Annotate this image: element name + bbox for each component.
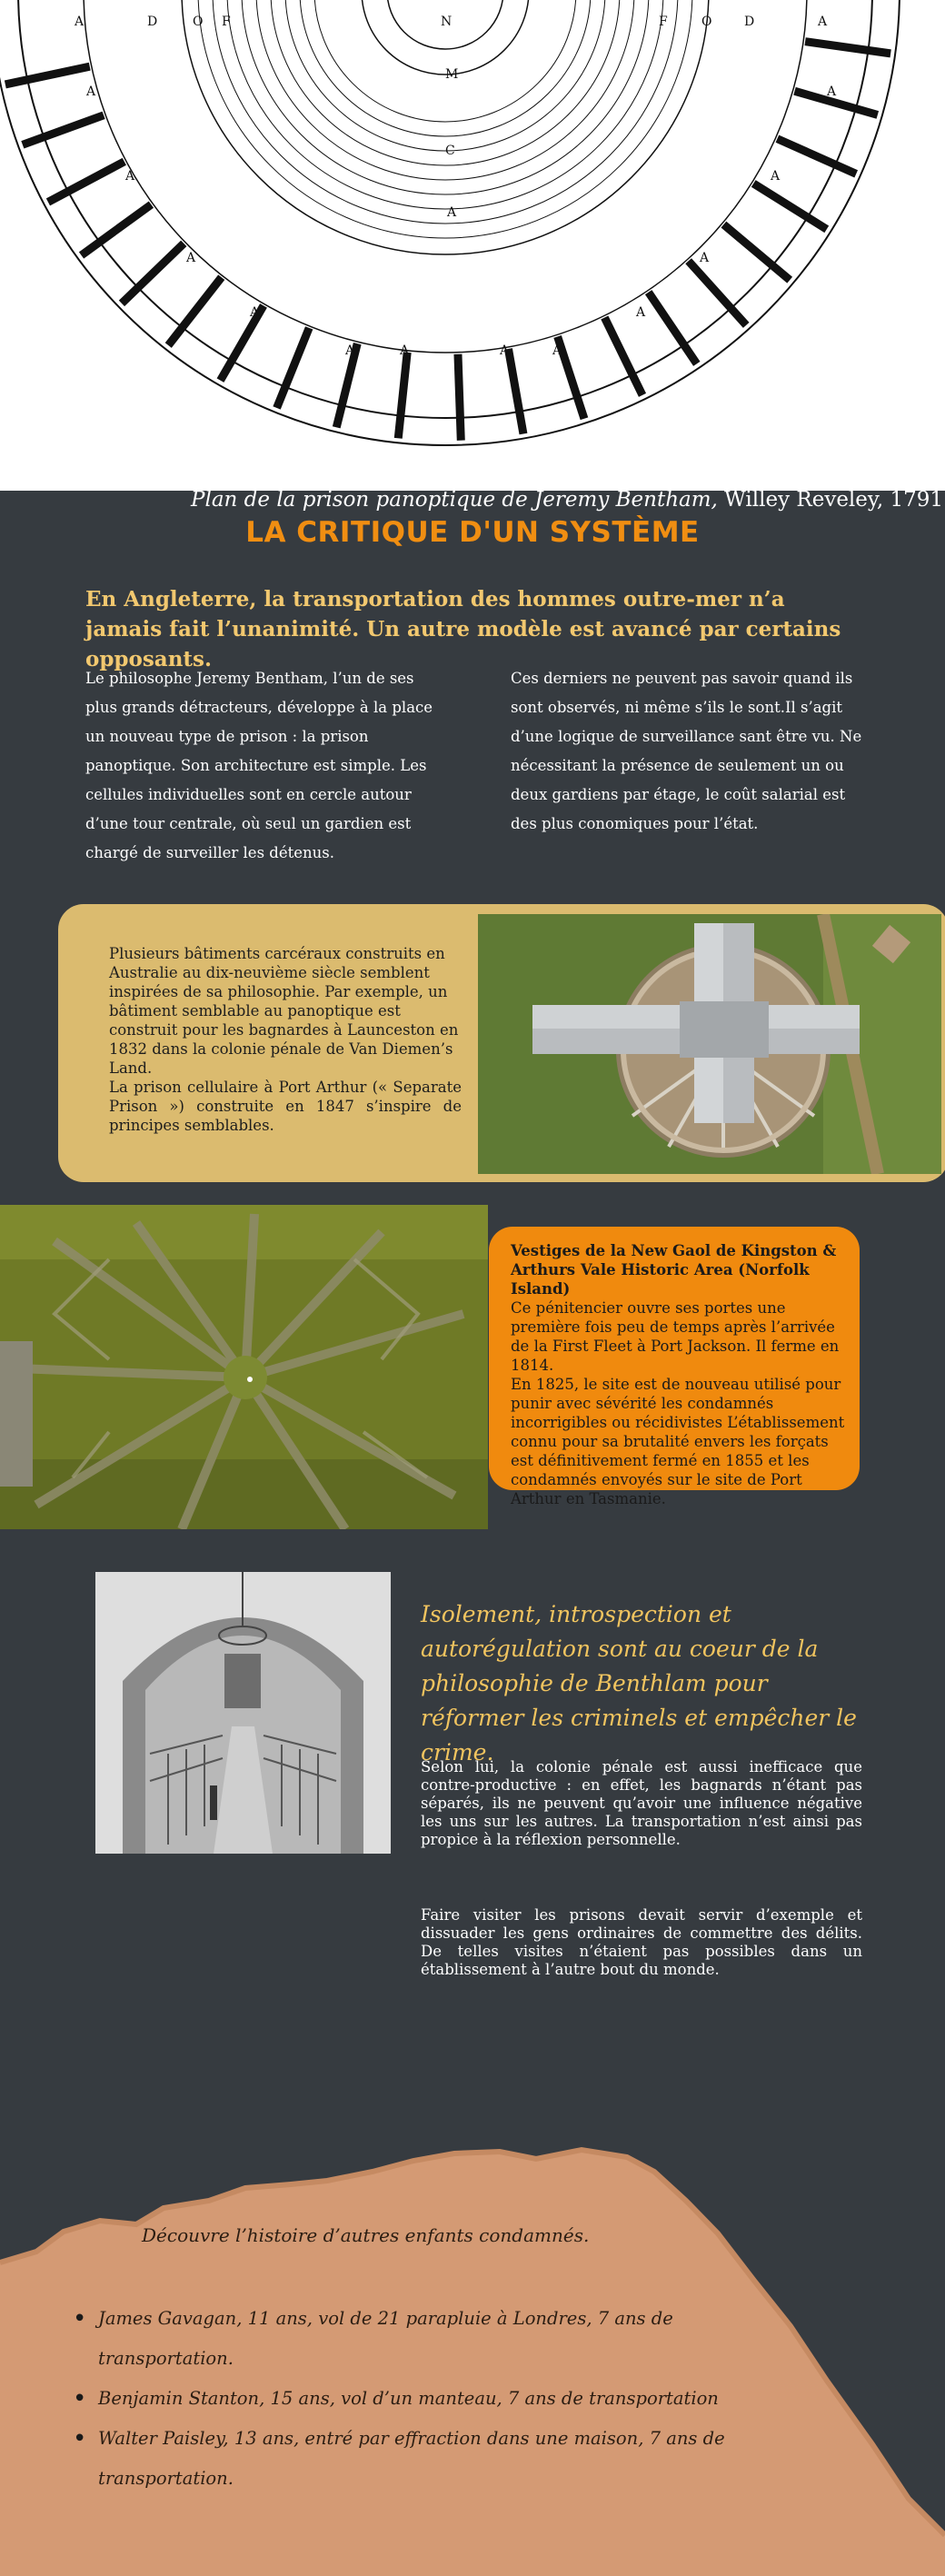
paper-title: Découvre l’histoire d’autres enfants condamnés.: [142, 2224, 590, 2246]
plan-label: F: [659, 15, 668, 29]
plan-label: N: [441, 15, 453, 29]
caption-credit: Willey Reveley, 1791: [717, 488, 943, 512]
plan-label: D: [147, 15, 158, 29]
plan-label: A: [636, 305, 646, 320]
list-item: • Walter Paisley, 13 ans, entré par effraction dans une maison, 7 ans de transportation.: [73, 2419, 727, 2499]
plan-label: O: [701, 15, 712, 29]
cell-wall: [604, 318, 642, 395]
plan-label: A: [552, 343, 562, 358]
kingston-card: [489, 1227, 860, 1507]
prison-corridor-engraving: [95, 1572, 391, 1854]
cell-wall: [689, 261, 747, 325]
page-title: LA CRITIQUE D'UN SYSTÈME: [245, 516, 700, 549]
text-column-right: Ces derniers ne peuvent pas savoir quand ils sont observés, ni même s’ils le sont.Il s’agit d’une logique de surveillance sant être vu. Ne nécessitant la présence de seulement un ou deux gardiens par étage, le coût salarial est des plus conomiques pour l’état.: [511, 670, 862, 832]
kingston-paragraph-1: Ce pénitencier ouvre ses portes une première fois peu de temps après l’arrivée de la First Fleet à Port Jackson. Il ferme en 1814.: [511, 1299, 840, 1374]
plan-label: A: [186, 251, 196, 265]
caption-title: Plan de la prison panoptique de Jeremy Bentham,: [191, 488, 718, 512]
plan-label: D: [744, 15, 755, 29]
cell-wall: [23, 115, 104, 144]
cell-wall: [5, 66, 90, 85]
plan-label: A: [447, 205, 457, 220]
kingston-paragraph-2: En 1825, le site est de nouveau utilisé pour punir avec sévérité les condamnés incorrigibles ou récidivistes L’établissement connu pour sa brutalité envers les forçats est définitivement fermé en 1855 et les condamnés envoyés sur le site de Port Arthur en Tasmanie.: [511, 1376, 845, 1507]
plan-label: A: [818, 15, 828, 29]
plan-label-c: C: [445, 144, 455, 158]
plan-label: A: [827, 85, 837, 99]
cell-wall: [508, 349, 522, 434]
philosophy-quote: Isolement, introspection et autorégulation sont au coeur de la philosophie de Benthlam pour réformer les criminels et empêcher le crime.: [421, 1601, 857, 1765]
plan-label: A: [75, 15, 85, 29]
kingston-text: [511, 1241, 847, 1508]
intro-text: En Angleterre, la transportation des hommes outre-mer n’a jamais fait l’unanimité. Un autre modèle est avancé par certains opposants.: [85, 587, 841, 671]
cell-wall: [723, 224, 790, 280]
cell-wall: [753, 184, 827, 229]
plan-label: O: [193, 15, 204, 29]
text-column-left: Le philosophe Jeremy Bentham, l’un de ses plus grands détracteurs, développe à la place un nouveau type de prison : la prison panoptique. Son architecture est simple. Les cellules individuelles sont en cercle autour d’une tour centrale, où seul un gardien est chargé de surveiller les détenus.: [85, 670, 433, 861]
plan-label: A: [250, 305, 260, 320]
cell-wall: [795, 91, 878, 114]
plan-label: A: [400, 343, 410, 358]
plan-label: A: [86, 85, 96, 99]
plan-label-m: M: [445, 67, 459, 82]
inefficiency-paragraph: Selon lui, la colonie pénale est aussi inefficace que contre-productive : en effet, les bagnards n’étant pas séparés, ils ne peuvent qu’avoir une influence négative les uns sur les autres. La transportation n’est ainsi pas propice à la réflexion personnelle.: [421, 1758, 862, 1848]
plan-caption: [191, 488, 943, 512]
children-list: [73, 2299, 727, 2499]
list-item: • James Gavagan, 11 ans, vol de 21 parapluie à Londres, 7 ans de transportation.: [73, 2299, 727, 2379]
cell-wall: [805, 42, 890, 54]
cell-wall: [398, 353, 407, 438]
kingston-aerial-photo: [0, 1205, 488, 1529]
plan-label: A: [125, 169, 135, 184]
panopticon-plan-drawing: [0, 0, 945, 491]
launceston-paragraph: Plusieurs bâtiments carcéraux construits en Australie au dix-neuvième siècle semblent inspirées de sa philosophie. Par exemple, un bâtiment semblable au panoptique est construit pour les bagnardes à Launceston en 1832 dans la colonie pénale de Van Diemen’s Land.: [109, 945, 459, 1077]
cell-wall: [277, 328, 310, 408]
port-arthur-paragraph: La prison cellulaire à Port Arthur (« Separate Prison ») construite en 1847 s’inspire de principes semblables.: [109, 1079, 462, 1134]
port-arthur-aerial-photo: [478, 914, 941, 1174]
launceston-text: [109, 944, 462, 1135]
deterrence-paragraph: Faire visiter les prisons devait servir d’exemple et dissuader les gens ordinaires de commettre des délits. De telles visites n’étaient pas possibles dans un établissement à l’autre bout du monde.: [421, 1906, 862, 1978]
list-item: • Benjamin Stanton, 15 ans, vol d’un manteau, 7 ans de transportation: [73, 2379, 727, 2419]
cell-wall: [168, 277, 221, 345]
plan-label: A: [345, 343, 355, 358]
plan-label: F: [222, 15, 231, 29]
cell-wall: [122, 244, 184, 303]
plan-label: A: [700, 251, 710, 265]
cell-wall: [48, 162, 124, 203]
plan-label: A: [500, 343, 510, 358]
plan-label: A: [771, 169, 781, 184]
kingston-heading: Vestiges de la New Gaol de Kingston & Arthurs Vale Historic Area (Norfolk Island): [511, 1242, 837, 1298]
cell-wall: [458, 354, 461, 441]
